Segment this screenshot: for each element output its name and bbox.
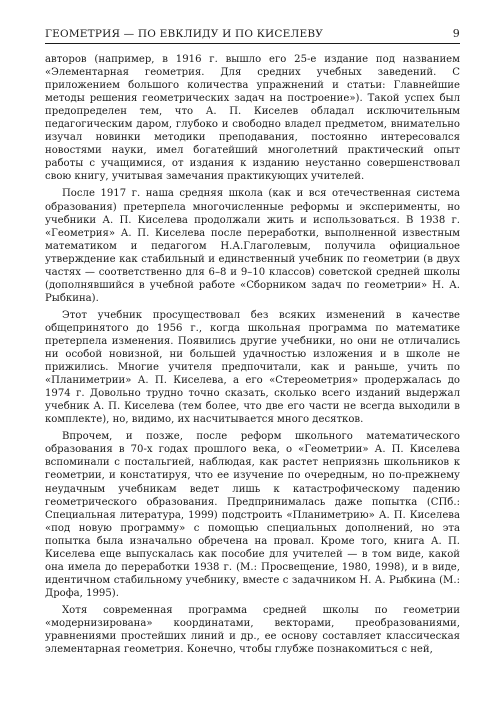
running-header — [45, 27, 460, 44]
paragraph: Хотя современная программа средней школы по геометрии «модернизирована» координатами, векторами, преобразованиями, уравнениями простейших линий и др., ее основу составляет классическая элементарная геометрия. Конечно, чтобы глубже познакомиться с ней, — [45, 604, 460, 656]
paragraph: Впрочем, и позже, после реформ школьного математического образования в 70-х годах прошлого века, о «Геометрии» А. П. Киселева вспоминали с постальгией, наблюдая, как растет неприязнь школьников к геометрии, и констатируя, что ее изучение по очередным, но по-прежнему неудачным учебникам ведет лишь к катастрофическому падению геометрического образования. Предпринималась даже попытка (СПб.: Специальная литература, 1999) подстроить «Планиметрию» А. П. Киселева «под новую программу» с помощью специальных дополнений, но эта попытка была изначально обречена на провал. Кроме того, книга А. П. Киселева еще выпускалась как пособие для учителей — в том виде, какой она имела до переработки 1938 г. (М.: Просвещение, 1980, 1998), и в виде, идентичном стабильному учебнику, вместе с задачником Н. А. Рыбкина (М.: Дрофа, 1995). — [45, 431, 460, 599]
paragraph: После 1917 г. наша средняя школа (как и вся отечественная система образования) претерпела многочисленные реформы и эксперименты, но учебники А. П. Киселева продолжали жить и использоваться. В 1938 г. «Геометрия» А. П. Киселева после переработки, выполненной известным математиком и педагогом Н.А.Глаголевым, получила официальное утверждение как стабильный и единственный учебник по геометрии (в двух частях — соответственно для 6–8 и 9–10 классов) советской средней школы (дополнявшийся в учебной работе «Сборником задач по геометрии» Н. А. Рыбкина). — [45, 188, 460, 304]
paragraph: Этот учебник просуществовал без всяких изменений в качестве общепринятого до 1956 г., когда школьная программа по математике претерпела изменения. Появились другие учебники, но они не отличались ни особой новизной, ни большей удачностью изложения и в школе не прижились. Многие учителя предпочитали, как и раньше, учить по «Планиметрии» А. П. Киселева, а его «Стереометрия» продержалась до 1974 г. Довольно трудно точно сказать, сколько всего изданий выдержал учебник А. П. Киселева (тем более, что две его части не всегда выходили в комплекте), но, видимо, их насчитывается много десятков. — [45, 309, 460, 426]
page-number: 9 — [452, 27, 460, 40]
body-text — [45, 53, 460, 656]
book-page — [45, 27, 460, 660]
paragraph: авторов (например, в 1916 г. вышло его 25-е издание под названием «Элементарная геометрия. Для средних учебных заведений. С приложением большого количества упражнений и статьи: Главнейшие методы решения геометрических задач на построение»). Такой успех был предопределен тем, что А. П. Киселев обладал исключительным педагогическим даром, глубоко и свободно владел предметом, внимательно изучал новинки методики преподавания, постоянно интересовался новостями науки, имел богатейший многолетний практический опыт работы с учащимися, от издания к изданию неустанно совершенствовал свою книгу, учитывая замечания практикующих учителей. — [45, 54, 460, 183]
running-title: ГЕОМЕТРИЯ — ПО ЕВКЛИДУ И ПО КИСЕЛЕВУ — [45, 28, 324, 40]
